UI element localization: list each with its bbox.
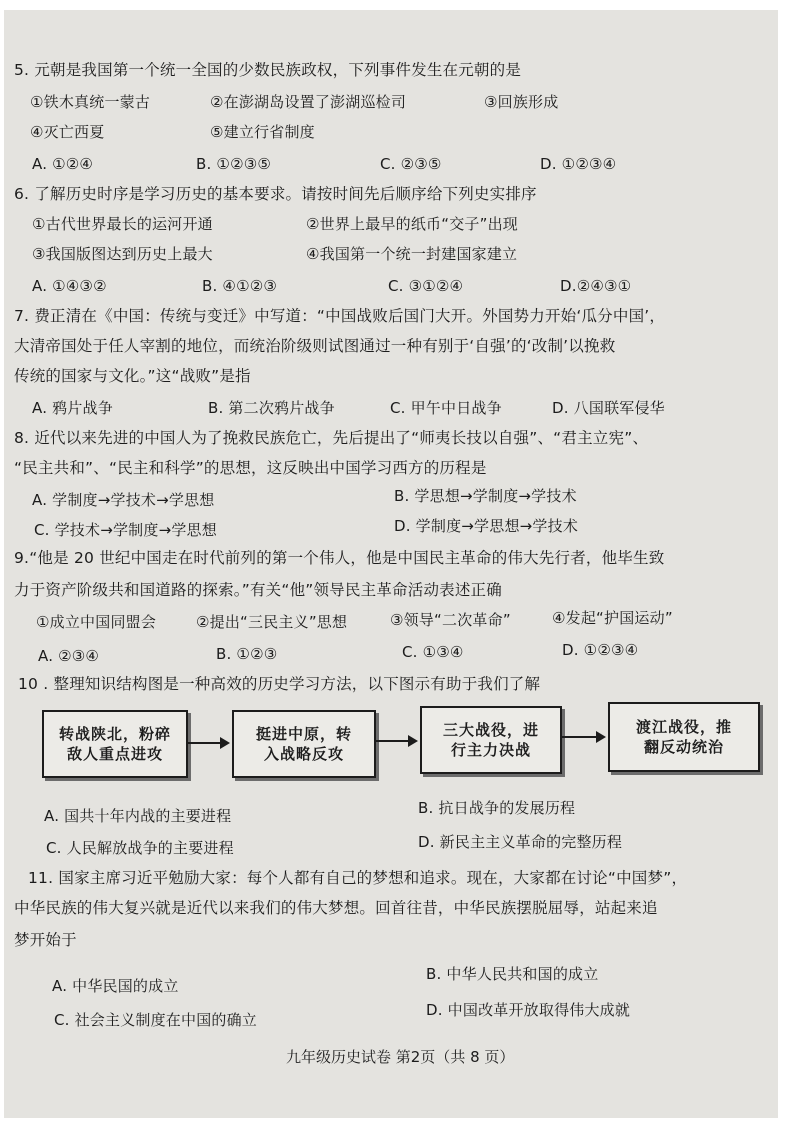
q5-option-a: A. ①②④ [32, 155, 94, 173]
q7-line-2: 大清帝国处于任人宰割的地位，而统治阶级则试图通过一种有别于‘自强’的‘改制’以挽救 [14, 337, 616, 355]
q8-option-b: B. 学思想→学制度→学技术 [394, 487, 577, 505]
q8-option-c: C. 学技术→学制度→学思想 [34, 521, 217, 539]
q9-option-c: C. ①③④ [402, 643, 464, 661]
q10-stem: 10 . 整理知识结构图是一种高效的历史学习方法，以下图示有助于我们了解 [18, 675, 541, 693]
flow-step-4: 渡江战役，推 翻反动统治 [608, 702, 760, 772]
q7-option-c: C. 甲午中日战争 [390, 399, 502, 417]
q9-option-a: A. ②③④ [38, 647, 100, 665]
q9-line-2: 力于资产阶级共和国道路的探索。”有关“他”领导民主革命活动表述正确 [14, 581, 502, 599]
q5-item-1: ①铁木真统一蒙古 [30, 93, 151, 111]
q5-option-d: D. ①②③④ [540, 155, 617, 173]
q5-item-5: ⑤建立行省制度 [210, 123, 315, 141]
flow-arrow-2 [376, 740, 416, 742]
q9-line-1: 9.“他是 20 世纪中国走在时代前列的第一个伟人，他是中国民主革命的伟大先行者，他毕生致 [14, 549, 665, 567]
q10-option-b: B. 抗日战争的发展历程 [418, 799, 576, 817]
q7-option-b: B. 第二次鸦片战争 [208, 399, 335, 417]
q6-option-c: C. ③①②④ [388, 277, 464, 295]
q7-line-3: 传统的国家与文化。”这“战败”是指 [14, 367, 251, 385]
q10-option-c: C. 人民解放战争的主要进程 [46, 839, 234, 857]
q7-line-1: 7. 费正清在《中国：传统与变迁》中写道：“中国战败后国门大开。外国势力开始‘瓜分中国’， [14, 307, 666, 325]
q6-item-4: ④我国第一个统一封建国家建立 [306, 245, 518, 263]
q9-option-b: B. ①②③ [216, 645, 278, 663]
q9-item-3: ③领导“二次革命” [390, 611, 511, 629]
q5-item-3: ③回族形成 [484, 93, 559, 111]
q8-line-1: 8. 近代以来先进的中国人为了挽救民族危亡，先后提出了“师夷长技以自强”、“君主立宪”、 [14, 429, 649, 447]
q6-option-a: A. ①④③② [32, 277, 107, 295]
q8-option-a: A. 学制度→学技术→学思想 [32, 491, 215, 509]
q6-item-3: ③我国版图达到历史上最大 [32, 245, 213, 263]
q11-option-a: A. 中华民国的成立 [52, 977, 179, 995]
q5-option-b: B. ①②③⑤ [196, 155, 272, 173]
q11-option-b: B. 中华人民共和国的成立 [426, 965, 599, 983]
flow-step-1: 转战陕北，粉碎 敌人重点进攻 [42, 710, 188, 778]
q11-line-1: 11. 国家主席习近平勉励大家：每个人都有自己的梦想和追求。现在，大家都在讨论“中国梦”， [28, 869, 688, 887]
q8-line-2: “民主共和”、“民主和科学”的思想，这反映出中国学习西方的历程是 [14, 459, 487, 477]
q6-item-2: ②世界上最早的纸币“交子”出现 [306, 215, 518, 233]
q5-item-4: ④灭亡西夏 [30, 123, 105, 141]
q11-option-c: C. 社会主义制度在中国的确立 [54, 1011, 258, 1029]
exam-page [4, 10, 778, 1118]
q6-option-d: D.②④③① [560, 277, 632, 295]
q5-item-2: ②在澎湖岛设置了澎湖巡检司 [210, 93, 407, 111]
q10-option-d: D. 新民主主义革命的完整历程 [418, 833, 623, 851]
flow-step-2: 挺进中原，转 入战略反攻 [232, 710, 376, 778]
q7-option-a: A. 鸦片战争 [32, 399, 113, 417]
q7-option-d: D. 八国联军侵华 [552, 399, 665, 417]
q9-item-1: ①成立中国同盟会 [36, 613, 157, 631]
flow-arrow-1 [188, 742, 228, 744]
q6-stem: 6. 了解历史时序是学习历史的基本要求。请按时间先后顺序给下列史实排序 [14, 185, 537, 203]
q8-option-d: D. 学制度→学思想→学技术 [394, 517, 579, 535]
q6-option-b: B. ④①②③ [202, 277, 278, 295]
q9-item-4: ④发起“护国运动” [552, 609, 673, 627]
q6-item-1: ①古代世界最长的运河开通 [32, 215, 213, 233]
q9-option-d: D. ①②③④ [562, 641, 639, 659]
flow-step-3: 三大战役，进 行主力决战 [420, 706, 562, 774]
flow-arrow-3 [562, 736, 604, 738]
page-footer: 九年级历史试卷 第2页（共 8 页） [286, 1048, 515, 1066]
q11-line-2: 中华民族的伟大复兴就是近代以来我们的伟大梦想。回首往昔，中华民族摆脱屈辱，站起来追 [14, 899, 658, 917]
q10-option-a: A. 国共十年内战的主要进程 [44, 807, 232, 825]
q9-item-2: ②提出“三民主义”思想 [196, 613, 348, 631]
q5-stem: 5. 元朝是我国第一个统一全国的少数民族政权，下列事件发生在元朝的是 [14, 61, 522, 79]
q5-option-c: C. ②③⑤ [380, 155, 442, 173]
q11-option-d: D. 中国改革开放取得伟大成就 [426, 1001, 631, 1019]
q11-line-3: 梦开始于 [14, 931, 77, 949]
